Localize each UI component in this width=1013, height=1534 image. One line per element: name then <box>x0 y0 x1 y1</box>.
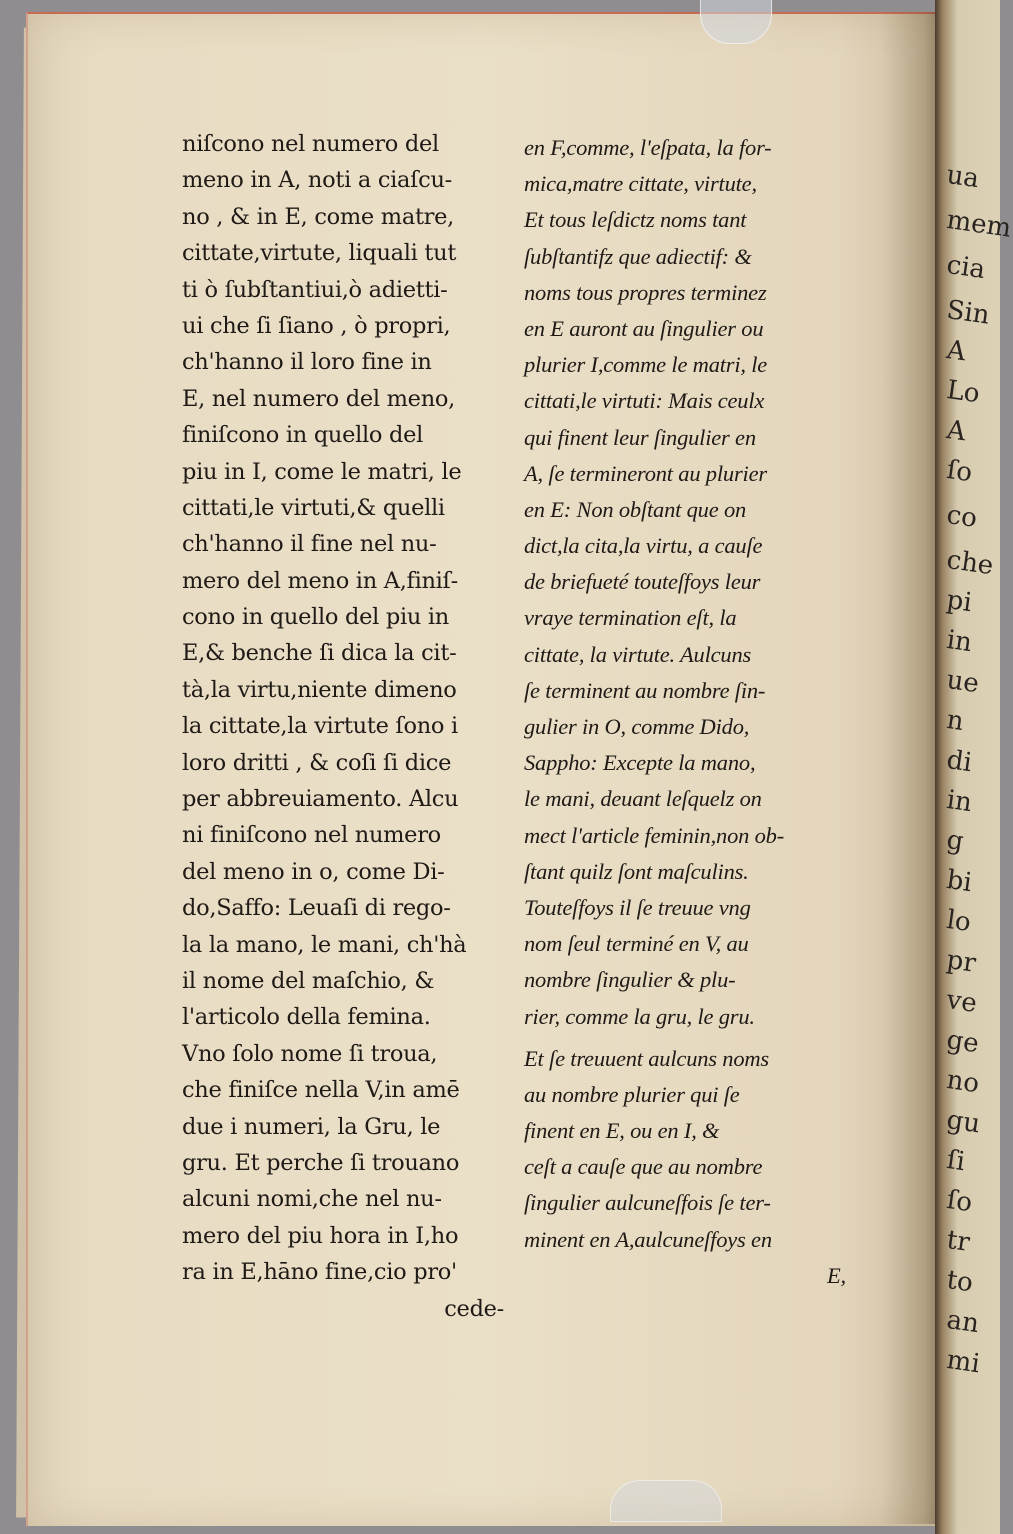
text-line: rier, comme la gru, le gru. <box>524 1003 755 1029</box>
page-clip-bottom <box>610 1480 722 1522</box>
facing-fragment: Lo <box>944 375 982 410</box>
text-line: cittate,virtute, liquali tut <box>182 240 457 267</box>
facing-fragment: n <box>944 705 966 738</box>
text-line: ui che ſi ſiano , ò propri, <box>182 312 451 339</box>
text-line: cittati,le virtuti,& quelli <box>182 494 445 521</box>
catchword: cede- <box>444 1295 504 1322</box>
facing-fragment: ua <box>944 160 981 195</box>
text-line: do,Saffo: Leuaſi di rego- <box>182 895 451 922</box>
text-line: finiſcono in quello del <box>182 422 424 449</box>
text-line: niſcono nel numero del <box>182 131 439 157</box>
text-line: cono in quello del piu in <box>182 604 449 631</box>
text-line: che finiſce nella V,in amē <box>182 1077 460 1104</box>
facing-fragment: lo <box>944 905 973 939</box>
facing-fragment: ue <box>944 665 981 700</box>
french-text-column <box>524 130 854 1294</box>
text-line: cittate, la virtute. Aulcuns <box>524 641 752 667</box>
facing-fragment: pi <box>944 585 974 619</box>
facing-fragment: mi <box>944 1345 982 1380</box>
text-line: gru. Et perche ſi trouano <box>182 1149 460 1176</box>
text-line: E,& benche ſi dica la cit- <box>182 640 457 667</box>
text-line: ſtant quilz ſont maſculins. <box>524 858 749 884</box>
text-line: en E: Non obſtant que on <box>524 496 747 522</box>
text-line: cittati,le virtuti: Mais ceulx <box>524 388 765 414</box>
text-line: en F,comme, l'eſpata, la for- <box>524 135 772 160</box>
text-line: vraye termination eſt, la <box>524 605 737 631</box>
text-line: dict,la cita,la virtu, a cauſe <box>524 533 763 559</box>
facing-fragment: Sin <box>944 295 992 331</box>
facing-fragment: mem <box>944 205 1013 244</box>
text-line: ceſt a cauſe que au nombre <box>524 1154 763 1180</box>
text-line: loro dritti , & coſi ſi dice <box>182 749 452 776</box>
facing-fragment: tr <box>944 1225 972 1258</box>
facing-fragment: pr <box>944 945 978 979</box>
text-line: la cittate,la virtute ſono i <box>182 713 458 740</box>
facing-fragment: no <box>944 1065 982 1100</box>
text-line: ti ò ſubſtantiui,ò adietti- <box>182 276 448 303</box>
text-line: le mani, deuant leſquelz on <box>524 786 762 812</box>
text-line: Touteſfoys il ſe treuue vng <box>524 894 751 920</box>
text-line: Et ſe treuuent aulcuns noms <box>524 1045 769 1071</box>
text-line: del meno in o, come Di- <box>182 858 445 885</box>
text-line: de briefueté touteſfoys leur <box>524 569 761 595</box>
text-line: mero del piu hora in I,ho <box>182 1222 459 1249</box>
text-line: Sappho: Excepte la mano, <box>524 750 756 776</box>
text-line: en E auront au ſingulier ou <box>524 315 764 341</box>
italian-text-column <box>182 126 512 1327</box>
facing-fragment: in <box>944 625 974 659</box>
text-line: meno in A, noti a ciaſcu- <box>182 167 452 194</box>
text-line: per abbreuiamento. Alcu <box>182 786 459 813</box>
catchword: E, <box>827 1262 846 1288</box>
text-line: alcuni nomi,che nel nu- <box>182 1186 442 1213</box>
text-line: Et tous leſdictz noms tant <box>524 207 747 233</box>
text-line: ſe terminent au nombre ſin- <box>524 677 766 703</box>
text-line: qui finent leur ſingulier en <box>524 424 756 450</box>
facing-fragment: ſo <box>944 455 975 489</box>
text-line: ſingulier aulcuneſfois ſe ter- <box>524 1190 771 1216</box>
facing-fragment: di <box>944 745 974 779</box>
facing-fragment: che <box>944 545 996 582</box>
text-line: gulier in O, comme Dido, <box>524 714 750 739</box>
text-line: piu in I, come le matri, le <box>182 458 462 485</box>
text-line: mero del meno in A,finiſ- <box>182 567 458 594</box>
text-line: ch'hanno il loro fine in <box>182 349 432 376</box>
text-line: A, ſe termineront au plurier <box>524 460 767 486</box>
facing-fragment: bi <box>944 865 974 899</box>
text-line: Vno ſolo nome ſi troua, <box>182 1040 438 1067</box>
facing-fragment: ve <box>944 985 979 1019</box>
text-line: mect l'article feminin,non ob- <box>524 822 785 848</box>
text-line: ch'hanno il fine nel nu- <box>182 531 437 558</box>
text-line: au nombre plurier qui ſe <box>524 1081 740 1107</box>
text-line: mica,matre cittate, virtute, <box>524 171 757 197</box>
facing-fragment: ge <box>944 1025 981 1060</box>
text-line: tà,la virtu,niente dimeno <box>182 676 457 703</box>
facing-fragment: to <box>944 1265 975 1299</box>
text-line: due i numeri, la Gru, le <box>182 1113 441 1140</box>
text-line: no , & in E, come matre, <box>182 203 455 230</box>
text-line: ra in E,hāno fine,cio pro' <box>182 1259 457 1286</box>
text-line: l'articolo della femina. <box>182 1004 431 1031</box>
facing-fragment: ſi <box>944 1145 967 1178</box>
text-line: nombre ſingulier & plu- <box>524 967 736 993</box>
facing-fragment: A <box>944 335 968 368</box>
facing-fragment: g <box>944 825 966 858</box>
text-line: E, nel numero del meno, <box>182 385 455 412</box>
text-line: il nome del maſchio, & <box>182 967 435 994</box>
text-line: nom ſeul terminé en V, au <box>524 931 749 957</box>
facing-fragment: in <box>944 785 974 819</box>
facing-fragment: gu <box>944 1105 983 1140</box>
text-line: ſubſtantifz que adiectif: & <box>524 243 752 269</box>
facing-fragment: co <box>944 500 979 534</box>
text-line: noms tous propres terminez <box>524 279 767 305</box>
text-line: finent en E, ou en I, & <box>524 1118 720 1144</box>
text-line: plurier I,comme le matri, le <box>524 352 768 378</box>
facing-page-edge <box>935 0 1013 1534</box>
text-line: ni finiſcono nel numero <box>182 822 441 849</box>
text-line: la la mano, le mani, ch'hà <box>182 931 467 958</box>
text-line: minent en A,aulcuneſfoys en <box>524 1226 772 1252</box>
facing-fragment: A <box>944 415 968 448</box>
facing-fragment: an <box>944 1305 981 1340</box>
facing-fragment: cia <box>944 250 988 286</box>
facing-fragment: ſo <box>944 1185 975 1219</box>
